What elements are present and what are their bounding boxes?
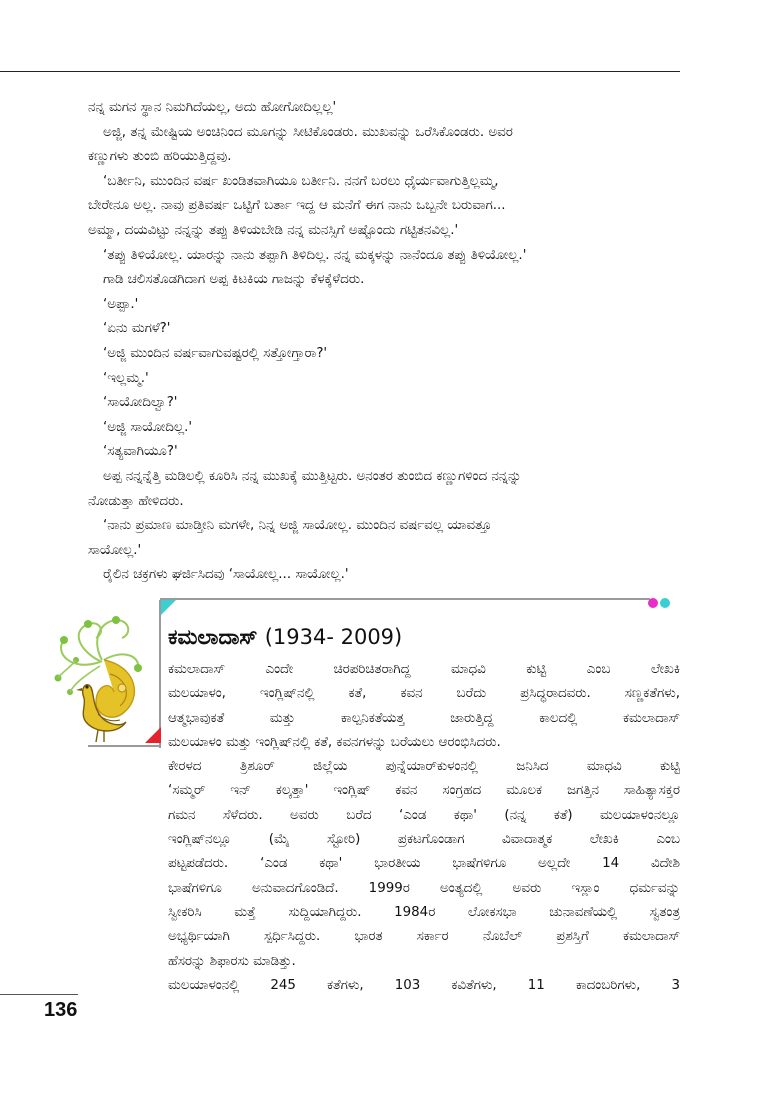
bio-line: ಕೇರಳದ ತ್ರಿಶೂರ್ ಜಿಲ್ಲೆಯ ಪುನ್ನೆಯಾರ್‌ಕುಳಂನಲ್ಲಿ ಜನಿಸಿದ ಮಾಧವಿ ಕುಟ್ಟಿ <box>168 759 680 775</box>
bio-author-years: (1934- 2009) <box>264 625 403 649</box>
story-line: ಕಣ್ಣುಗಳು ತುಂಬಿ ಹರಿಯುತ್ತಿದ್ದವು. <box>88 149 232 165</box>
story-line: ‘ಅಜ್ಜಿ ಸಾಯೋದಿಲ್ಲ.' <box>103 419 193 435</box>
bio-line: ಮಲಯಾಳಂ ಮತ್ತು ಇಂಗ್ಲಿಷ್‌ನಲ್ಲಿ ಕತೆ, ಕವನಗಳನ್ನು ಬರೆಯಲು ಆರಂಭಿಸಿದರು. <box>168 734 501 750</box>
illustration-box-bottom-border <box>88 745 161 747</box>
bio-text <box>168 658 680 998</box>
story-line: ನನ್ನ ಮಗನ ಸ್ಥಾನ ನಿಮಗಿದೆಯಲ್ಲ, ಅದು ಹೋಗೋದಿಲ್ಲಲ್ಲ' <box>88 100 337 115</box>
story-line: ‘ಅಜ್ಜಿ ಮುಂದಿನ ವರ್ಷವಾಗುವಷ್ಟರಲ್ಲಿ ಸತ್ತೋಗ್ತಾರಾ?' <box>103 345 328 361</box>
story-line: ‘ತಪ್ಪು ತಿಳಿಯೋಲ್ಲ. ಯಾರನ್ನು ನಾನು ತಪ್ಪಾಗಿ ತಿಳಿದಿಲ್ಲ. ನನ್ನ ಮಕ್ಕಳನ್ನು ನಾನೆಂದೂ ತಪ್ಪು ತಿಳಿಯೋಲ್ಲ.' <box>103 247 527 263</box>
bio-box-top-border <box>160 598 650 600</box>
bio-line: ‘ಸಮ್ಮರ್ ಇನ್ ಕಲ್ಕತ್ತಾ' ಇಂಗ್ಲಿಷ್ ಕವನ ಸಂಗ್ರಹದ ಮೂಲಕ ಜಗತ್ತಿನ ಸಾಹಿತ್ಯಾಸಕ್ತರ <box>168 783 680 799</box>
magenta-dot-icon <box>648 598 658 608</box>
page-number: 136 <box>44 999 78 1021</box>
bio-line: ಅಭ್ಯರ್ಥಿಯಾಗಿ ಸ್ಪರ್ಧಿಸಿದ್ದರು. ಭಾರತ ಸರ್ಕಾರ ನೊಬೆಲ್ ಪ್ರಶಸ್ತಿಗೆ ಕಮಲಾದಾಸ್ <box>168 929 680 945</box>
bio-line: ಮಲಯಾಳಂ, ಇಂಗ್ಲಿಷ್‌ನಲ್ಲಿ ಕತೆ, ಕವನ ಬರೆದು ಪ್ರಸಿದ್ಧರಾದವರು. ಸಣ್ಣಕತೆಗಳು, <box>168 686 680 702</box>
story-line: ‘ನಾನು ಪ್ರಮಾಣ ಮಾಡ್ತೀನಿ ಮಗಳೇ, ನಿನ್ನ ಅಜ್ಜಿ ಸಾಯೋಲ್ಲ. ಮುಂದಿನ ವರ್ಷವಲ್ಲ ಯಾವತ್ತೂ <box>103 518 492 534</box>
story-line: ‘ಏನು ಮಗಳೆ?' <box>103 321 171 337</box>
bio-line: ಹೆಸರನ್ನು ಶಿಫಾರಸು ಮಾಡಿತ್ತು. <box>168 953 296 969</box>
bio-author-name: ಕಮಲಾದಾಸ್ <box>168 625 258 649</box>
story-line: ‘ಇಲ್ಲಮ್ಮ.' <box>103 370 149 386</box>
bio-line: ಪಟ್ಟಪಡೆದರು. ‘ಎಂಡ ಕಥಾ' ಭಾರತೀಯ ಭಾಷೆಗಳಿಗೂ ಅಲ್ಲದೇ 14 ವಿದೇಶಿ <box>168 856 680 872</box>
bio-line: ಆತ್ಮಭಾವುಕತೆ ಮತ್ತು ಕಾಲ್ಪನಿಕತೆಯತ್ತ ಜಾರುತ್ತಿದ್ದ ಕಾಲದಲ್ಲಿ ಕಮಲಾದಾಸ್ <box>168 710 680 726</box>
story-line: ‘ಸತ್ಯವಾಗಿಯೂ?' <box>103 444 178 460</box>
story-line: ಅಜ್ಜಿ, ತನ್ನ ಮೇಷ್ಟಿಯ ಅಂಚಿನಿಂದ ಮೂಗನ್ನು ಸೀಟಿಕೊಂಡರು. ಮುಖವನ್ನು ಒರೆಸಿಕೊಂಡರು. ಅವರ <box>103 124 513 140</box>
bio-line: ಕಮಲಾದಾಸ್ ಎಂದೇ ಚಿರಪರಿಚಿತರಾಗಿದ್ದ ಮಾಧವಿ ಕುಟ್ಟಿ ಎಂಬ ಲೇಖಕಿ <box>168 662 680 677</box>
story-line: ಬೇರೇನೂ ಅಲ್ಲ. ನಾವು ಪ್ರತಿವರ್ಷ ಒಟ್ಟಿಗೆ ಬರ್ತಾ ಇದ್ದ ಆ ಮನೆಗೆ ಈಗ ನಾನು ಒಬ್ಬನೇ ಬರುವಾಗ... <box>88 198 506 214</box>
story-line: ಗಾಡಿ ಚಲಿಸತೊಡಗಿದಾಗ ಅಪ್ಪ ಕಿಟಕಿಯ ಗಾಜನ್ನು ಕೆಳಕ್ಕೆಳೆದರು. <box>103 272 365 288</box>
story-line: ಸಾಯೋಲ್ಲ.' <box>88 542 142 558</box>
story-line: ರೈಲಿನ ಚಕ್ರಗಳು ಘರ್ಜಿಸಿದವು ‘ಸಾಯೋಲ್ಲ... ಸಾಯೋಲ್ಲ.' <box>103 567 349 583</box>
story-line: ‘ಬರ್ತೀನಿ, ಮುಂದಿನ ವರ್ಷ ಖಂಡಿತವಾಗಿಯೂ ಬರ್ತೀನಿ. ನನಗೆ ಬರಲು ಧೈರ್ಯವಾಗುತ್ತಿಲ್ಲಮ್ಮ, <box>103 173 499 189</box>
bio-line: ಭಾಷೆಗಳಿಗೂ ಅನುವಾದಗೊಂಡಿದೆ. 1999ರ ಅಂತ್ಯದಲ್ಲಿ ಅವರು ಇಸ್ಲಾಂ ಧರ್ಮವನ್ನು <box>168 880 680 896</box>
bio-line: ಗಮನ ಸೆಳೆದರು. ಅವರು ಬರೆದ ‘ಎಂಡ ಕಥಾ' (ನನ್ನ ಕತೆ) ಮಲಯಾಳಂನಲ್ಲೂ <box>168 807 680 823</box>
story-line: ‘ಸಾಯೋದಿಲ್ವಾ?' <box>103 395 178 411</box>
story-line: ಅಪ್ಪ ನನ್ನನ್ನೆತ್ತಿ ಮಡಿಲಲ್ಲಿ ಕೂರಿಸಿ ನನ್ನ ಮುಖಕ್ಕೆ ಮುತ್ತಿಟ್ಟರು. ಅನಂತರ ತುಂಬಿದ ಕಣ್ಣುಗಳಿಂದ ನನ್ನನ್ನು <box>103 468 522 484</box>
bio-title <box>168 622 402 652</box>
story-line: ‘ಅಪ್ಪಾ.' <box>103 296 139 312</box>
cyan-dot-icon <box>660 598 670 608</box>
footer-rule <box>0 994 78 995</box>
bio-line: ಮಲಯಾಳಂನಲ್ಲಿ 245 ಕತೆಗಳು, 103 ಕವಿತೆಗಳು, 11 ಕಾದಂಬರಿಗಳು, 3 <box>168 977 680 993</box>
story-line: ಅಮ್ಮಾ, ದಯವಿಟ್ಟು ನನ್ನನ್ನು ತಪ್ಪು ತಿಳಿಯಬೇಡಿ ನನ್ನ ಮನಸ್ಸಿಗೆ ಅಷ್ಟೊಂದು ಗಟ್ಟಿತನವಿಲ್ಲ.' <box>88 222 459 238</box>
story-line: ನೋಡುತ್ತಾ ಹೇಳಿದರು. <box>88 493 184 509</box>
story-text <box>88 96 684 588</box>
bio-line: ಸ್ವೀಕರಿಸಿ ಮತ್ತೆ ಸುದ್ದಿಯಾಗಿದ್ದರು. 1984ರ ಲೋಕಸಭಾ ಚುನಾವಣೆಯಲ್ಲಿ ಸ್ವತಂತ್ರ <box>168 904 680 920</box>
bio-line: ಇಂಗ್ಲಿಷ್‌ನಲ್ಲೂ (ಮೈ ಸ್ಟೋರಿ) ಪ್ರಕಟಗೊಂಡಾಗ ವಿವಾದಾತ್ಮಕ ಲೇಖಕಿ ಎಂಬ <box>168 832 680 848</box>
bio-box-left-border <box>159 600 161 748</box>
decorative-dots <box>648 593 672 605</box>
cyan-corner-triangle-icon <box>160 600 176 616</box>
peacock-icon <box>40 602 152 744</box>
top-rule <box>0 71 680 72</box>
